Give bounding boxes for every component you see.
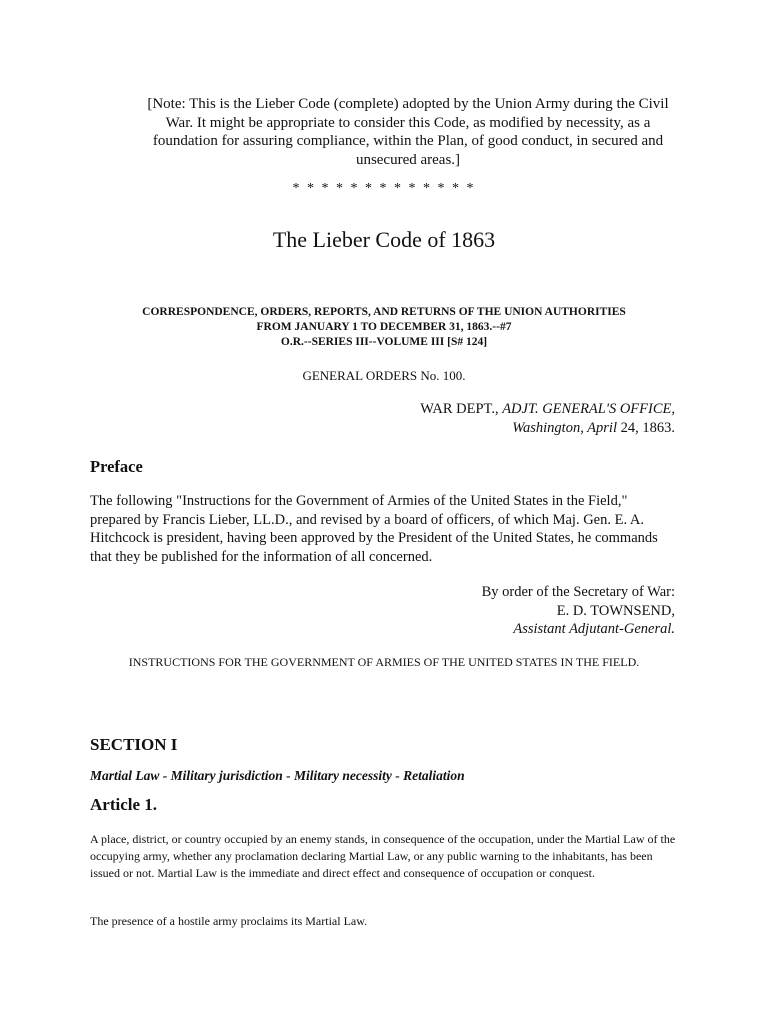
war-dept-block: [420, 400, 675, 438]
correspondence-heading: [0, 305, 768, 350]
war-dept-office: ADJT. GENERAL'S OFFICE,: [502, 401, 675, 417]
separator-stars: * * * * * * * * * * * * *: [292, 181, 476, 196]
signatory-title: Assistant Adjutant-General.: [513, 621, 675, 637]
section-heading: SECTION I: [90, 735, 178, 754]
document-title: The Lieber Code of 1863: [272, 227, 496, 252]
war-dept-date: 24, 1863.: [620, 420, 675, 436]
preface-heading: Preface: [90, 457, 143, 476]
order-signature-block: [482, 583, 675, 639]
article-paragraph-1: A place, district, or country occupied by an enemy stands, in consequence of the occupation, under the Martial Law of the occupying army, whether any proclamation declaring Martial Law, or any public warning to the inhabitants, has been issued or not. Martial Law is the immediate and direct effect and consequence of occupation or conquest.: [90, 832, 676, 880]
section-subheading: Martial Law - Military jurisdiction - Military necessity - Retaliation: [90, 768, 465, 783]
instructions-heading: INSTRUCTIONS FOR THE GOVERNMENT OF ARMIES OF THE UNITED STATES IN THE FIELD.: [128, 655, 640, 669]
editor-note: [Note: This is the Lieber Code (complete) adopted by the Union Army during the Civil War. It might be appropriate to consider this Code, as modified by necessity, as a foundation for assuring compliance, within the Plan, of good conduct, in secured and unsecured areas.]: [147, 96, 669, 168]
correspondence-line-1: CORRESPONDENCE, ORDERS, REPORTS, AND RETURNS OF THE UNION AUTHORITIES: [142, 306, 626, 318]
war-dept-name: WAR DEPT.,: [420, 401, 499, 417]
correspondence-line-3: O.R.--SERIES III--VOLUME III [S# 124]: [280, 336, 488, 348]
article-paragraph-2: The presence of a hostile army proclaims its Martial Law.: [90, 914, 368, 928]
signatory-name: E. D. TOWNSEND,: [556, 602, 675, 619]
war-dept-place: Washington, April: [512, 420, 617, 436]
correspondence-line-2: FROM JANUARY 1 TO DECEMBER 31, 1863.--#7: [256, 321, 512, 333]
preface-text: The following "Instructions for the Government of Armies of the United States in the Field," prepared by Francis Lieber, LL.D., and revised by a board of officers, of which Maj. Gen. E. A. Hitchcock is president, having been approved by the President of the United States, he commands that they be published for the information of all concerned.: [90, 493, 658, 565]
order-line: By order of the Secretary of War:: [481, 584, 675, 600]
general-orders-number: GENERAL ORDERS No. 100.: [302, 368, 466, 383]
article-heading: Article 1.: [90, 795, 158, 814]
